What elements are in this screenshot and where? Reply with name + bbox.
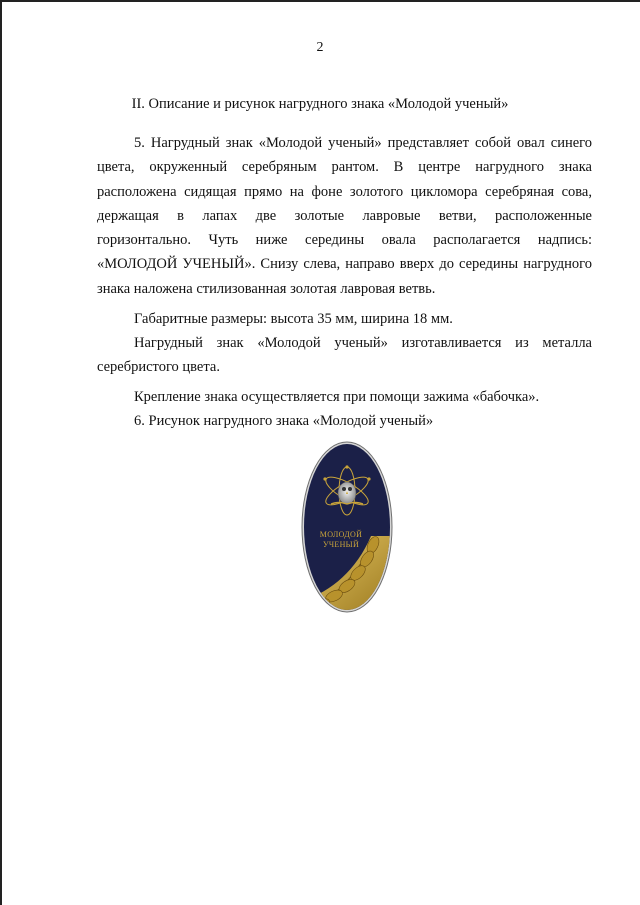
- paragraph-6-title: 6. Рисунок нагрудного знака «Молодой ученый»: [134, 413, 434, 429]
- badge-illustration: [301, 441, 393, 613]
- paragraph-line: горизонтально. Чуть ниже середины овала располагается надпись:: [97, 232, 592, 248]
- paragraph-line: держащая в лапах две золотые лавровые ветви, расположенные: [97, 208, 592, 224]
- dimensions-text: Габаритные размеры: высота 35 мм, ширина 18 мм.: [134, 311, 453, 327]
- paragraph-line: расположена сидящая прямо на фоне золотого цикломора серебряная сова,: [97, 184, 592, 200]
- owl-figure: [338, 482, 356, 504]
- paragraph-line: серебристого цвета.: [97, 359, 220, 375]
- paragraph-line: 5. Нагрудный знак «Молодой ученый» представляет собой овал синего: [134, 135, 592, 151]
- fastening-text: Крепление знака осуществляется при помощи зажима «бабочка».: [134, 389, 540, 405]
- scan-edge-top: [0, 0, 640, 2]
- paragraph-line: Нагрудный знак «Молодой ученый» изготавливается из металла: [134, 335, 592, 351]
- badge-inscription-line1: МОЛОДОЙ: [319, 530, 363, 539]
- paragraph-line: знака наложена стилизованная золотая лавровая ветвь.: [97, 281, 436, 297]
- section-title: II. Описание и рисунок нагрудного знака «Молодой ученый»: [131, 96, 509, 112]
- paragraph-line: «МОЛОДОЙ УЧЕНЫЙ». Снизу слева, направо вверх до середины нагрудного: [97, 256, 592, 272]
- paragraph-line: цвета, окруженный серебряным рантом. В центре нагрудного знака: [97, 159, 592, 175]
- page-number: 2: [316, 40, 324, 55]
- scan-edge-left: [0, 0, 2, 905]
- badge-inscription-line2: УЧЕНЫЙ: [322, 540, 360, 549]
- badge-svg: [301, 441, 393, 613]
